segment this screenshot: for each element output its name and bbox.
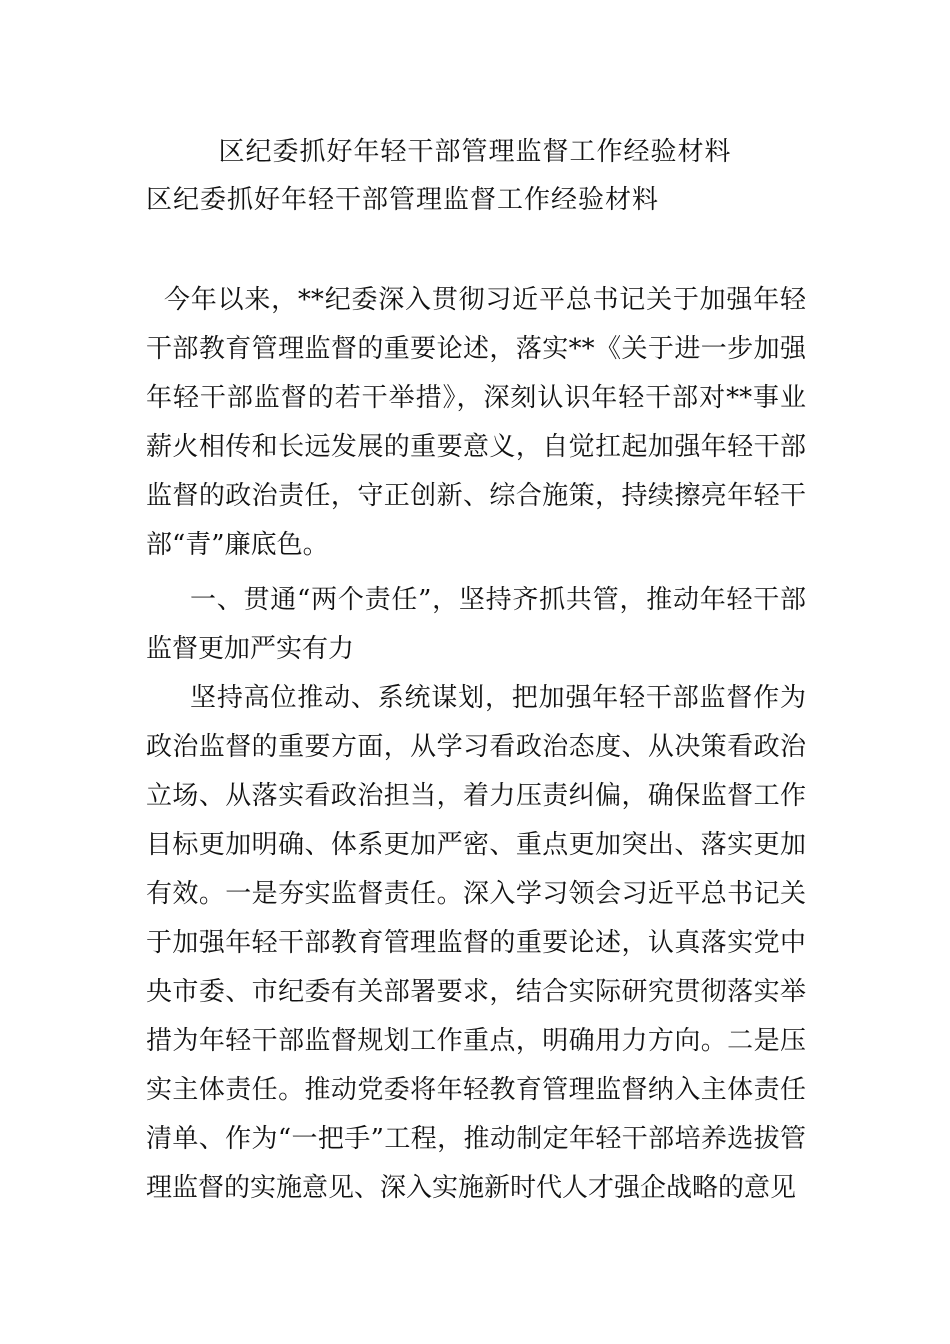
paragraph-section-1-body: 坚持高位推动、系统谋划，把加强年轻干部监督作为政治监督的重要方面，从学习看政治态度、从决策看政治立场、从落实看政治担当，着力压责纠偏，确保监督工作目标更加明确、体系更加严密、重点更加突出、落实更加有效。一是夯实监督责任。深入学习领会习近平总书记关于加强年轻干部教育管理监督的重要论述，认真落实党中央市委、市纪委有关部署要求，结合实际研究贯彻落实举措为年轻干部监督规划工作重点，明确用力方向。二是压实主体责任。推动党委将年轻教育管理监督纳入主体责任清单、作为“一把手”工程，推动制定年轻干部培养选拔管理监督的实施意见、深入实施新时代人才强企战略的意见	[146, 683, 806, 1203]
paragraph-intro: 今年以来，**纪委深入贯彻习近平总书记关于加强年轻干部教育管理监督的重要论述，落实**《关于进一步加强年轻干部监督的若干举措》，深刻认识年轻干部对**事业薪火相传和长远发展的重要意义，自觉扛起加强年轻干部监督的政治责任，守正创新、综合施策，持续擦亮年轻干部“青”廉底色。	[146, 285, 806, 560]
document-title: 区纪委抓好年轻干部管理监督工作经验材料	[218, 137, 732, 167]
section-heading-1: 一、贯通“两个责任”，坚持齐抓共管，推动年轻干部监督更加严实有力	[146, 585, 806, 664]
document-subtitle: 区纪委抓好年轻干部管理监督工作经验材料	[146, 185, 660, 215]
